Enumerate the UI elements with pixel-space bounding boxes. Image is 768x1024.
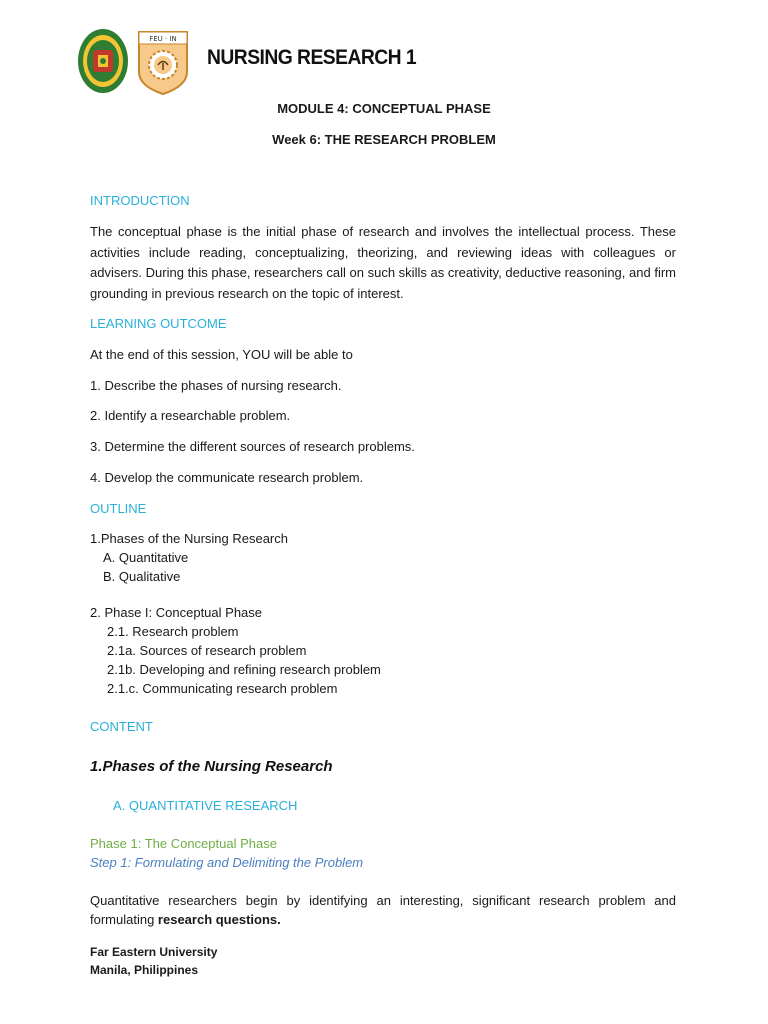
outline-subitem: 2.1a. Sources of research problem <box>107 643 307 658</box>
outcome-item: 4. Develop the communicate research problem. <box>90 470 364 485</box>
content-paragraph-text: Quantitative researchers begin by identifying an interesting, significant research problem and formulating <box>90 893 676 927</box>
outcome-item: 1. Describe the phases of nursing research. <box>90 378 342 393</box>
introduction-paragraph: The conceptual phase is the initial phase of research and involves the intellectual process. These activities include reading, conceptualizing, theorizing, and reviewing ideas with colleagues or advisers. During this phase, researchers call on such skills as creativity, deductive reasoning, and firm grounding in previous research on the topic of interest. <box>90 224 676 301</box>
section-title: 1.Phases of the Nursing Research <box>90 758 333 775</box>
footer-university: Far Eastern University <box>90 945 218 959</box>
step-title: Step 1: Formulating and Delimiting the Problem <box>90 855 364 870</box>
document-title: NURSING RESEARCH 1 <box>207 46 417 69</box>
introduction-heading: INTRODUCTION <box>90 193 190 208</box>
learning-outcome-heading: LEARNING OUTCOME <box>90 316 227 331</box>
far-eastern-university-seal-logo <box>77 28 129 94</box>
feu-institute-of-nursing-shield-logo <box>137 30 189 96</box>
content-heading: CONTENT <box>90 719 153 734</box>
outline-heading: OUTLINE <box>90 501 147 516</box>
svg-text:FEU · IN: FEU · IN <box>149 35 177 43</box>
outline-subitem: A. Quantitative <box>103 550 189 565</box>
footer-location: Manila, Philippines <box>90 963 199 977</box>
subsection-title: A. QUANTITATIVE RESEARCH <box>113 798 298 813</box>
module-title: MODULE 4: CONCEPTUAL PHASE <box>277 101 491 116</box>
outcome-item: 2. Identify a researchable problem. <box>90 408 291 423</box>
learning-outcome-lead: At the end of this session, YOU will be able to <box>90 347 353 362</box>
outline-subitem: B. Qualitative <box>103 569 181 584</box>
phase-title: Phase 1: The Conceptual Phase <box>90 836 277 851</box>
outline-item: 2. Phase I: Conceptual Phase <box>90 605 263 620</box>
outline-subitem: 2.1b. Developing and refining research problem <box>107 662 381 677</box>
outline-subitem: 2.1. Research problem <box>107 624 239 639</box>
content-paragraph-bold-text: research questions. <box>157 912 281 927</box>
content-paragraph <box>90 891 676 929</box>
outcome-item: 3. Determine the different sources of research problems. <box>90 439 415 454</box>
outline-item: 1.Phases of the Nursing Research <box>90 531 288 546</box>
week-title: Week 6: THE RESEARCH PROBLEM <box>272 132 496 147</box>
outline-subitem: 2.1.c. Communicating research problem <box>107 681 338 696</box>
